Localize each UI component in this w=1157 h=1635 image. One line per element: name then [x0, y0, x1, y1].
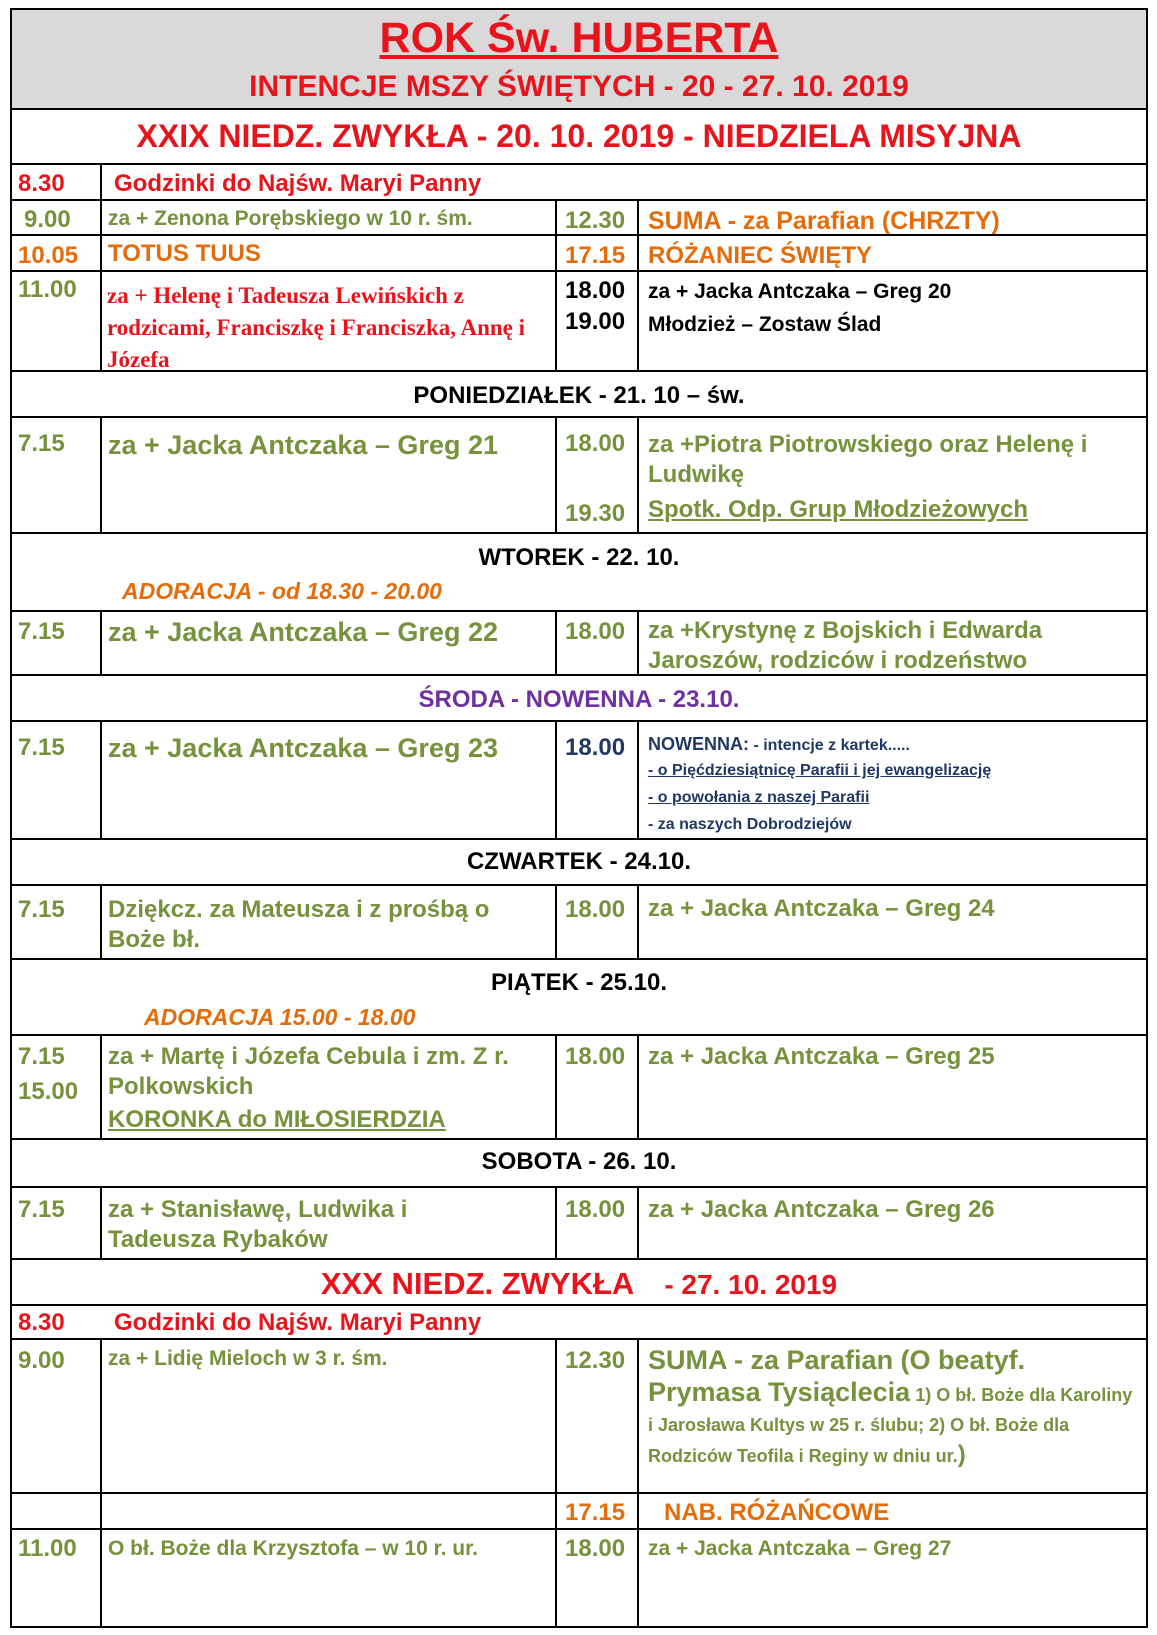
- page-title: ROK Św. HUBERTA: [379, 14, 779, 62]
- thursday-heading: CZWARTEK - 24.10.: [466, 848, 692, 875]
- divider: [637, 272, 639, 370]
- sunday2-heading: [12, 1266, 1146, 1302]
- divider: [555, 722, 557, 838]
- nowenna-line-1: [648, 734, 910, 755]
- intention-715: za + Martę i Józefa Cebula i zm. Z r. Polkowskich: [108, 1043, 509, 1100]
- sunday2-row-1715: [12, 1492, 1146, 1528]
- wednesday-heading: ŚRODA - NOWENNA - 23.10.: [418, 686, 740, 713]
- intention-715: Dziękcz. za Mateusza i z prośbą o Boże bł.: [108, 896, 490, 953]
- time-715: 7.15: [18, 734, 65, 761]
- divider: [100, 1036, 102, 1138]
- tuesday-heading: WTOREK - 22. 10.: [478, 544, 680, 571]
- divider: [555, 1036, 557, 1138]
- divider: [555, 418, 557, 532]
- divider: [637, 201, 639, 234]
- divider: [637, 1530, 639, 1626]
- time-1800: 18.00: [565, 896, 626, 923]
- divider: [555, 236, 557, 270]
- intention-715: za + Jacka Antczaka – Greg 22: [108, 617, 498, 647]
- intention-715: za + Stanisławę, Ludwika i Tadeusza Rybaków: [108, 1196, 408, 1253]
- time-1100: 11.00: [18, 276, 77, 303]
- divider: [637, 1494, 639, 1528]
- wednesday-heading-row: [12, 674, 1146, 720]
- time-1715: 17.15: [565, 1499, 626, 1526]
- time-1800: 18.00: [565, 1043, 626, 1070]
- divider: [100, 722, 102, 838]
- thursday-heading-row: [12, 838, 1146, 884]
- time-1930: 19.30: [565, 500, 626, 527]
- divider: [100, 886, 102, 958]
- divider: [555, 1340, 557, 1492]
- nowenna-line-3: - o powołania z naszej Parafii: [648, 789, 870, 806]
- sunday2-row-1100: [12, 1528, 1146, 1626]
- divider: [555, 1188, 557, 1258]
- divider: [100, 236, 102, 270]
- time-1715: 17.15: [565, 242, 626, 269]
- time-1005: 10.05: [18, 242, 79, 269]
- saturday-row: [12, 1186, 1146, 1258]
- time-1500: 15.00: [18, 1078, 79, 1105]
- time-715: 7.15: [18, 1043, 65, 1070]
- friday-row: [12, 1034, 1146, 1138]
- sunday2-row-900: [12, 1338, 1146, 1492]
- divider: [100, 201, 102, 234]
- time-900: 9.00: [18, 1347, 65, 1374]
- sunday-heading: XXIX NIEDZ. ZWYKŁA - 20. 10. 2019 - NIEDZIELA MISYJNA: [136, 118, 1022, 154]
- divider: [100, 165, 102, 199]
- koronka: KORONKA do MIŁOSIERDZIA: [108, 1106, 446, 1133]
- divider: [555, 612, 557, 674]
- divider: [555, 272, 557, 370]
- intention-1900: Młodzież – Zostaw Ślad: [648, 313, 882, 336]
- nowenna-label: NOWENNA:: [648, 734, 749, 754]
- time-1100: 11.00: [18, 1535, 77, 1562]
- saturday-heading-row: [12, 1138, 1146, 1186]
- intention-1100: O bł. Boże dla Krzysztofa – w 10 r. ur.: [108, 1537, 478, 1560]
- divider: [100, 1188, 102, 1258]
- time-900: 9.00: [24, 206, 71, 233]
- sunday-row-1005: [12, 234, 1146, 270]
- saturday-heading: SOBOTA - 26. 10.: [481, 1148, 677, 1175]
- suma-intentions: 1) O bł. Boże dla Karoliny i Jarosława Kultys w 25 r. ślubu; 2) O bł. Boże dla Rodziców Teofila i Reginy w dniu ur.: [648, 1385, 1133, 1466]
- sunday-row-900: [12, 199, 1146, 234]
- time-1800: 18.00: [565, 277, 626, 304]
- nowenna-rest: - intencje z kartek.....: [749, 737, 910, 754]
- friday-adoracja-row: [12, 1004, 1146, 1034]
- divider: [637, 1188, 639, 1258]
- divider: [100, 1530, 102, 1626]
- sunday-heading-row: [12, 108, 1146, 163]
- time-830: 8.30: [18, 1309, 65, 1336]
- suma-line-1: SUMA - za Parafian (O beatyf.: [648, 1345, 1026, 1375]
- divider: [555, 886, 557, 958]
- time-1230: 12.30: [565, 1347, 626, 1374]
- wednesday-row: [12, 720, 1146, 838]
- nowenna-line-4: - za naszych Dobrodziejów: [648, 816, 852, 833]
- intention-1800: za +Piotra Piotrowskiego oraz Helenę i Ludwikę: [648, 431, 1088, 488]
- sunday2-heading-date: - 27. 10. 2019: [664, 1269, 838, 1300]
- divider: [100, 1340, 102, 1492]
- nab-rozancowe: NAB. RÓŻAŃCOWE: [664, 1499, 890, 1526]
- nowenna-line-2: - o Pięćdziesiątnicę Parafii i jej ewangelizację: [648, 762, 992, 779]
- intention-1800: za + Jacka Antczaka – Greg 27: [648, 1537, 952, 1560]
- time-1800: 18.00: [565, 430, 626, 457]
- intention-1930: Spotk. Odp. Grup Młodzieżowych: [648, 496, 1029, 523]
- divider: [637, 612, 639, 674]
- time-1800: 18.00: [565, 734, 626, 761]
- divider: [555, 1530, 557, 1626]
- friday-adoracja: ADORACJA 15.00 - 18.00: [144, 1004, 416, 1030]
- tuesday-adoracja: ADORACJA - od 18.30 - 20.00: [122, 578, 442, 604]
- time-1900: 19.00: [565, 308, 626, 335]
- intention-1800: za +Krystynę z Bojskich i Edwarda Jaroszów, rodziców i rodzeństwo: [648, 617, 1043, 674]
- divider: [637, 1036, 639, 1138]
- friday-heading: PIĄTEK - 25.10.: [490, 969, 668, 996]
- divider: [100, 418, 102, 532]
- time-830: 8.30: [18, 170, 65, 197]
- intention-1800: za + Jacka Antczaka – Greg 24: [648, 895, 995, 922]
- intention-900: za + Lidię Mieloch w 3 r. śm.: [108, 1347, 388, 1370]
- page-subtitle: INTENCJE MSZY ŚWIĘTYCH - 20 - 27. 10. 2019: [249, 70, 909, 103]
- totus-tuus: TOTUS TUUS: [108, 240, 261, 267]
- tuesday-row: [12, 610, 1146, 674]
- godzinki-text: Godzinki do Najśw. Maryi Panny: [114, 170, 482, 197]
- sunday-row-1100: [12, 270, 1146, 370]
- intention-1800: za + Jacka Antczaka – Greg 20: [648, 280, 952, 303]
- intention-900: za + Zenona Porębskiego w 10 r. śm.: [108, 207, 473, 230]
- divider: [555, 1494, 557, 1528]
- suma-primate: Prymasa Tysiąclecia: [648, 1377, 911, 1407]
- time-715: 7.15: [18, 1196, 65, 1223]
- divider: [555, 201, 557, 234]
- intention-1800: za + Jacka Antczaka – Greg 25: [648, 1043, 995, 1070]
- suma-close: ): [957, 1441, 966, 1468]
- suma-details: [648, 1378, 1140, 1472]
- time-1800: 18.00: [565, 1196, 626, 1223]
- time-1230: 12.30: [565, 207, 626, 234]
- time-715: 7.15: [18, 618, 65, 645]
- monday-heading-row: [12, 370, 1146, 416]
- divider: [100, 272, 102, 370]
- divider: [637, 418, 639, 532]
- monday-heading: PONIEDZIAŁEK - 21. 10 – św.: [413, 382, 745, 409]
- intention-1230: SUMA - za Parafian (CHRZTY): [648, 207, 1000, 235]
- header-band: [12, 10, 1146, 108]
- friday-heading-row: [12, 958, 1146, 1004]
- time-715: 7.15: [18, 896, 65, 923]
- sunday2-heading-row: [12, 1258, 1146, 1304]
- intention-715: za + Jacka Antczaka – Greg 23: [108, 733, 498, 763]
- divider: [637, 1340, 639, 1492]
- divider: [637, 886, 639, 958]
- time-1800: 18.00: [565, 1535, 626, 1562]
- monday-row: [12, 416, 1146, 532]
- sunday2-heading-name: XXX NIEDZ. ZWYKŁA: [320, 1266, 635, 1301]
- divider: [637, 236, 639, 270]
- intention-715: za + Jacka Antczaka – Greg 21: [108, 430, 498, 460]
- tuesday-adoracja-row: [12, 578, 1146, 610]
- sunday-row-830: [12, 163, 1146, 199]
- intention-1100: za + Helenę i Tadeusza Lewińskich z rodzicami, Franciszkę i Franciszka, Annę i Józefa: [107, 283, 526, 372]
- sunday2-row-830: [12, 1304, 1146, 1338]
- divider: [637, 722, 639, 838]
- mass-intentions-sheet: [10, 8, 1148, 1628]
- divider: [100, 612, 102, 674]
- time-1800: 18.00: [565, 618, 626, 645]
- divider: [100, 1494, 102, 1528]
- time-715: 7.15: [18, 430, 65, 457]
- tuesday-heading-row: [12, 532, 1146, 578]
- rozaniec: RÓŻANIEC ŚWIĘTY: [648, 242, 873, 269]
- godzinki-text: Godzinki do Najśw. Maryi Panny: [114, 1309, 482, 1336]
- thursday-row: [12, 884, 1146, 958]
- intention-1800: za + Jacka Antczaka – Greg 26: [648, 1196, 995, 1223]
